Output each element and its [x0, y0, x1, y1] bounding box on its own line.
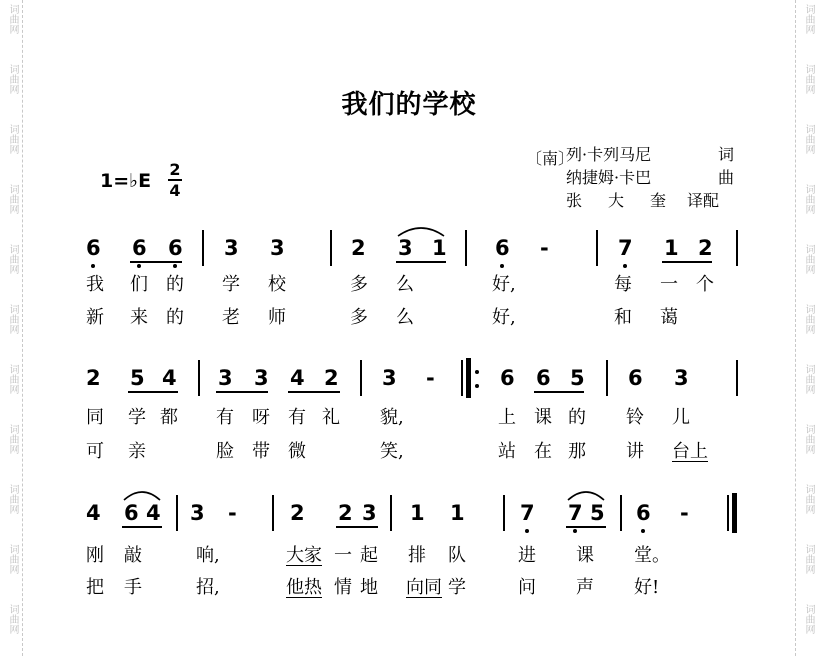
note: 6: [636, 501, 651, 525]
note: 4: [162, 366, 177, 390]
watermark-text: 词曲网: [7, 544, 18, 574]
lyric-verse2: 来: [130, 307, 148, 328]
watermark-text: 词曲网: [803, 304, 814, 334]
watermark-text: 词曲网: [803, 424, 814, 454]
lyric-verse2: 么: [396, 307, 414, 328]
lyric-verse1: 呀: [252, 407, 270, 428]
note: -: [680, 501, 689, 525]
bar-line: [606, 360, 608, 396]
watermark-text: 词曲网: [803, 4, 814, 34]
lyric-verse1: 队: [448, 545, 466, 566]
lyric-verse2: 情: [334, 577, 352, 598]
watermark-text: 词曲网: [803, 604, 814, 634]
note: 2: [698, 236, 713, 260]
note: 3: [398, 236, 413, 260]
lyric-verse1: 敲: [124, 545, 142, 566]
note: 5: [570, 366, 585, 390]
lyric-verse1: 多: [350, 274, 368, 295]
lyric-verse1: 学: [128, 407, 146, 428]
lyric-verse1: 个: [696, 274, 714, 295]
lyric-verse1: 起: [360, 545, 378, 566]
note: 6: [536, 366, 551, 390]
low-octave-dot: [573, 529, 577, 533]
note: 3: [362, 501, 377, 525]
eighth-beam: [122, 526, 162, 528]
note: 6: [124, 501, 139, 525]
lyric-verse2: 脸: [216, 441, 234, 462]
lyric-verse1: 刚: [86, 545, 104, 566]
bar-line: [360, 360, 362, 396]
note: 1: [450, 501, 465, 525]
lyric-verse1: 们: [130, 274, 148, 295]
note: 3: [674, 366, 689, 390]
bar-line: [620, 495, 622, 531]
credit-composer-role: 曲: [718, 168, 735, 187]
bar-line: [390, 495, 392, 531]
lyric-verse2: 地: [360, 577, 378, 598]
note: 2: [324, 366, 339, 390]
lyric-verse2: 蔼: [660, 307, 678, 328]
repeat-start-thick-line: [466, 358, 471, 398]
lyric-verse1: 课: [576, 545, 594, 566]
bar-line: [736, 360, 738, 396]
note: 1: [664, 236, 679, 260]
note: 6: [168, 236, 183, 260]
lyric-verse1: 同: [86, 407, 104, 428]
lyric-verse2: 多: [350, 307, 368, 328]
lyric-verse2: 亲: [128, 441, 146, 462]
lyric-verse2: 那: [568, 441, 586, 462]
lyric-verse2: 把: [86, 577, 104, 598]
watermark-text: 词曲网: [7, 484, 18, 514]
note: 7: [618, 236, 633, 260]
lyric-verse2: 在: [534, 441, 552, 462]
time-signature: [168, 161, 182, 199]
lyric-verse1: 课: [534, 407, 552, 428]
note: -: [228, 501, 237, 525]
slur: [122, 488, 162, 502]
lyric-verse2: 带: [252, 441, 270, 462]
credit-translator-role: 译配: [687, 191, 720, 210]
repeat-start-thin-line: [461, 360, 463, 396]
credit-translator: 张大奎: [566, 191, 693, 210]
eighth-beam: [662, 261, 712, 263]
lyric-verse2: 好!: [634, 577, 660, 598]
low-octave-dot: [623, 264, 627, 268]
slur: [566, 488, 606, 502]
lyric-verse1: 校: [268, 274, 286, 295]
bar-line: [176, 495, 178, 531]
watermark-text: 词曲网: [7, 304, 18, 334]
eighth-beam: [336, 526, 378, 528]
bar-line: [503, 495, 505, 531]
watermark-text: 词曲网: [7, 244, 18, 274]
lyric-verse1: 响,: [196, 545, 220, 566]
watermark-text: 词曲网: [803, 184, 814, 214]
bar-line: [202, 230, 204, 266]
lyric-verse1: 一: [334, 545, 352, 566]
lyric-verse1: 大家: [286, 545, 322, 566]
lyric-verse2: 手: [124, 577, 142, 598]
note: -: [426, 366, 435, 390]
lyric-verse2: 和: [614, 307, 632, 328]
note: 2: [290, 501, 305, 525]
watermark-text: 词曲网: [7, 364, 18, 394]
bar-line: [330, 230, 332, 266]
note: 4: [290, 366, 305, 390]
lyric-verse1: 的: [568, 407, 586, 428]
note: 6: [132, 236, 147, 260]
repeat-dot: [475, 370, 479, 374]
watermark-text: 词曲网: [7, 124, 18, 154]
eighth-beam: [128, 391, 178, 393]
lyric-verse1: 排: [408, 545, 426, 566]
bar-line: [596, 230, 598, 266]
lyric-verse1: 有: [288, 407, 306, 428]
lyric-verse2: 讲: [626, 441, 644, 462]
watermark-text: 词曲网: [803, 124, 814, 154]
note: 5: [130, 366, 145, 390]
low-octave-dot: [500, 264, 504, 268]
lyric-verse1: 礼: [322, 407, 340, 428]
time-signature-bottom: 4: [169, 181, 181, 200]
lyric-verse1: 儿: [672, 407, 690, 428]
song-title: 我们的学校: [341, 90, 477, 120]
low-octave-dot: [173, 264, 177, 268]
lyric-verse1: 我: [86, 274, 104, 295]
note: 3: [218, 366, 233, 390]
watermark-text: 词曲网: [7, 184, 18, 214]
lyric-verse2: 声: [576, 577, 594, 598]
low-octave-dot: [91, 264, 95, 268]
slur: [396, 224, 446, 238]
note: -: [540, 236, 549, 260]
end-thick-line: [732, 493, 737, 533]
lyric-verse2: 问: [518, 577, 536, 598]
low-octave-dot: [525, 529, 529, 533]
low-octave-dot: [137, 264, 141, 268]
note: 6: [495, 236, 510, 260]
watermark-text: 词曲网: [7, 4, 18, 34]
lyric-verse2: 老: [222, 307, 240, 328]
note: 1: [410, 501, 425, 525]
watermark-text: 词曲网: [803, 64, 814, 94]
lyric-verse2: 可: [86, 441, 104, 462]
repeat-dot: [475, 384, 479, 388]
lyric-verse2: 台上: [672, 441, 708, 462]
note: 2: [338, 501, 353, 525]
watermark-text: 词曲网: [7, 604, 18, 634]
note: 6: [628, 366, 643, 390]
lyric-verse2: 招,: [196, 577, 220, 598]
lyric-verse1: 么: [396, 274, 414, 295]
time-signature-top: 2: [169, 160, 181, 179]
credit-lyricist-role: 词: [718, 145, 735, 164]
eighth-beam: [534, 391, 584, 393]
note: 4: [86, 501, 101, 525]
lyric-verse2: 微: [288, 441, 306, 462]
lyric-verse2: 笑,: [380, 441, 404, 462]
watermark-text: 词曲网: [803, 484, 814, 514]
lyric-verse1: 学: [222, 274, 240, 295]
note: 7: [520, 501, 535, 525]
lyric-verse2: 新: [86, 307, 104, 328]
lyric-verse1: 每: [614, 274, 632, 295]
note: 3: [190, 501, 205, 525]
lyric-verse1: 貌,: [380, 407, 404, 428]
note: 2: [351, 236, 366, 260]
lyric-verse2: 学: [448, 577, 466, 598]
credit-composer: 纳捷姆·卡巴: [566, 168, 652, 187]
note: 3: [254, 366, 269, 390]
lyric-verse2: 站: [498, 441, 516, 462]
credit-lyricist: 列·卡列马尼: [566, 145, 652, 164]
watermark-text: 词曲网: [7, 424, 18, 454]
lyric-verse2: 师: [268, 307, 286, 328]
bar-line: [736, 230, 738, 266]
watermark-text: 词曲网: [803, 364, 814, 394]
lyric-verse1: 的: [166, 274, 184, 295]
lyric-verse2: 的: [166, 307, 184, 328]
note: 3: [382, 366, 397, 390]
note: 6: [500, 366, 515, 390]
note: 7: [568, 501, 583, 525]
lyric-verse1: 好,: [492, 274, 516, 295]
eighth-beam: [288, 391, 340, 393]
note: 5: [590, 501, 605, 525]
credit-origin: 〔南〕: [526, 149, 575, 168]
lyric-verse1: 进: [518, 545, 536, 566]
eighth-beam: [566, 526, 606, 528]
lyric-verse2: 好,: [492, 307, 516, 328]
lyric-verse1: 堂。: [634, 545, 670, 566]
note: 6: [86, 236, 101, 260]
note: 4: [146, 501, 161, 525]
end-thin-line: [727, 495, 729, 531]
note: 3: [224, 236, 239, 260]
note: 3: [270, 236, 285, 260]
bar-line: [465, 230, 467, 266]
eighth-beam: [396, 261, 446, 263]
low-octave-dot: [641, 529, 645, 533]
lyric-verse1: 铃: [626, 407, 644, 428]
watermark-text: 词曲网: [803, 544, 814, 574]
lyric-verse2: 向同: [406, 577, 442, 598]
lyric-verse2: 他热: [286, 577, 322, 598]
lyric-verse1: 上: [498, 407, 516, 428]
watermark-text: 词曲网: [803, 244, 814, 274]
note: 2: [86, 366, 101, 390]
bar-line: [198, 360, 200, 396]
eighth-beam: [130, 261, 182, 263]
lyric-verse1: 都: [160, 407, 178, 428]
bar-line: [272, 495, 274, 531]
lyric-verse1: 有: [216, 407, 234, 428]
eighth-beam: [216, 391, 268, 393]
watermark-text: 词曲网: [7, 64, 18, 94]
key-signature: 1=♭E: [100, 170, 152, 192]
note: 1: [432, 236, 447, 260]
lyric-verse1: 一: [660, 274, 678, 295]
